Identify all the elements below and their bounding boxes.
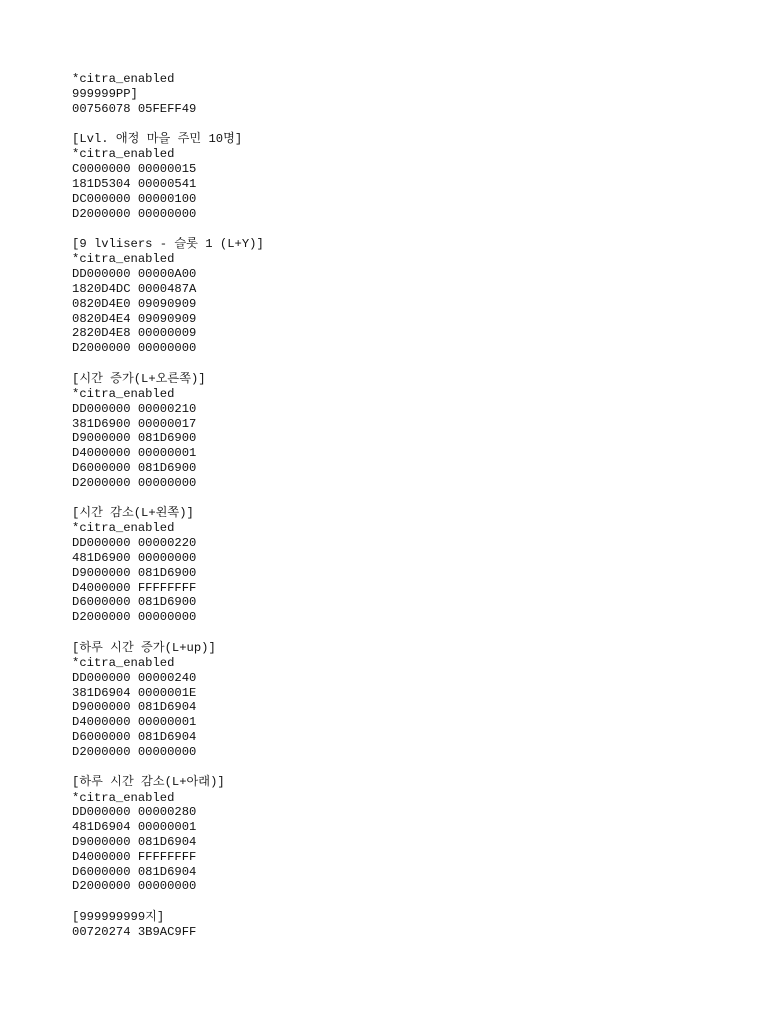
cheat-block <box>72 640 712 760</box>
code-line: 00756078 05FEFF49 <box>72 101 197 116</box>
citra-enabled-flag: *citra_enabled <box>72 521 175 536</box>
code-line: D9000000 081D6904 <box>72 834 197 849</box>
code-line: 00720274 3B9AC9FF <box>72 925 197 940</box>
code-line: 1820D4DC 0000487A <box>72 281 197 296</box>
cheat-code-document <box>72 72 712 940</box>
cheat-block <box>72 774 712 894</box>
code-line: D4000000 00000001 <box>72 446 197 461</box>
cheat-block <box>72 909 712 940</box>
code-line: D6000000 081D6900 <box>72 460 197 475</box>
code-line: 999999PP] <box>72 86 138 101</box>
block-spacer <box>72 894 712 909</box>
code-line: C0000000 00000015 <box>72 162 197 177</box>
block-spacer <box>72 625 712 640</box>
code-line: 381D6904 0000001E <box>72 685 197 700</box>
code-line: 0820D4E4 09090909 <box>72 311 197 326</box>
block-spacer <box>72 221 712 236</box>
code-line: D2000000 00000000 <box>72 744 197 759</box>
citra-enabled-flag: *citra_enabled <box>72 252 175 267</box>
code-line: 0820D4E0 09090909 <box>72 296 197 311</box>
citra-enabled-flag: *citra_enabled <box>72 147 175 162</box>
code-line: DD000000 00000240 <box>72 670 197 685</box>
citra-enabled-flag: *citra_enabled <box>72 72 175 86</box>
code-line: DC000000 00000100 <box>72 191 197 206</box>
code-line: D2000000 00000000 <box>72 341 197 356</box>
code-line: 2820D4E8 00000009 <box>72 326 197 341</box>
citra-enabled-flag: *citra_enabled <box>72 656 175 671</box>
block-spacer <box>72 356 712 371</box>
cheat-title: [999999999지] <box>72 909 165 924</box>
cheat-title: [시간 감소(L+왼쪽)] <box>72 506 194 521</box>
cheat-block <box>72 72 712 116</box>
cheat-block <box>72 236 712 356</box>
block-spacer <box>72 116 712 131</box>
code-line: D2000000 00000000 <box>72 610 197 625</box>
code-line: DD000000 00000280 <box>72 805 197 820</box>
code-line: D2000000 00000000 <box>72 475 197 490</box>
code-line: 481D6904 00000001 <box>72 820 197 835</box>
cheat-title: [하루 시간 감소(L+아래)] <box>72 775 225 790</box>
code-line: D6000000 081D6904 <box>72 730 197 745</box>
cheat-block <box>72 371 712 491</box>
cheat-block <box>72 131 712 221</box>
code-line: 381D6900 00000017 <box>72 416 197 431</box>
cheat-block <box>72 505 712 625</box>
code-line: D4000000 00000001 <box>72 715 197 730</box>
citra-enabled-flag: *citra_enabled <box>72 386 175 401</box>
code-line: DD000000 00000220 <box>72 536 197 551</box>
code-line: D4000000 FFFFFFFF <box>72 580 197 595</box>
block-spacer <box>72 490 712 505</box>
cheat-title: [9 lvlisers - 슬롯 1 (L+Y)] <box>72 237 264 252</box>
block-spacer <box>72 760 712 775</box>
code-line: D6000000 081D6904 <box>72 864 197 879</box>
code-line: D9000000 081D6900 <box>72 565 197 580</box>
code-line: D2000000 00000000 <box>72 206 197 221</box>
code-line: DD000000 00000210 <box>72 401 197 416</box>
cheat-title: [Lvl. 애정 마을 주민 10명] <box>72 132 243 147</box>
code-line: D2000000 00000000 <box>72 879 197 894</box>
cheat-title: [시간 증가(L+오른쪽)] <box>72 371 206 386</box>
code-line: DD000000 00000A00 <box>72 267 197 282</box>
code-line: D9000000 081D6900 <box>72 431 197 446</box>
code-line: D4000000 FFFFFFFF <box>72 849 197 864</box>
code-line: D9000000 081D6904 <box>72 700 197 715</box>
cheat-title: [하루 시간 증가(L+up)] <box>72 640 216 655</box>
citra-enabled-flag: *citra_enabled <box>72 790 175 805</box>
code-line: D6000000 081D6900 <box>72 595 197 610</box>
code-line: 181D5304 00000541 <box>72 176 197 191</box>
code-line: 481D6900 00000000 <box>72 551 197 566</box>
